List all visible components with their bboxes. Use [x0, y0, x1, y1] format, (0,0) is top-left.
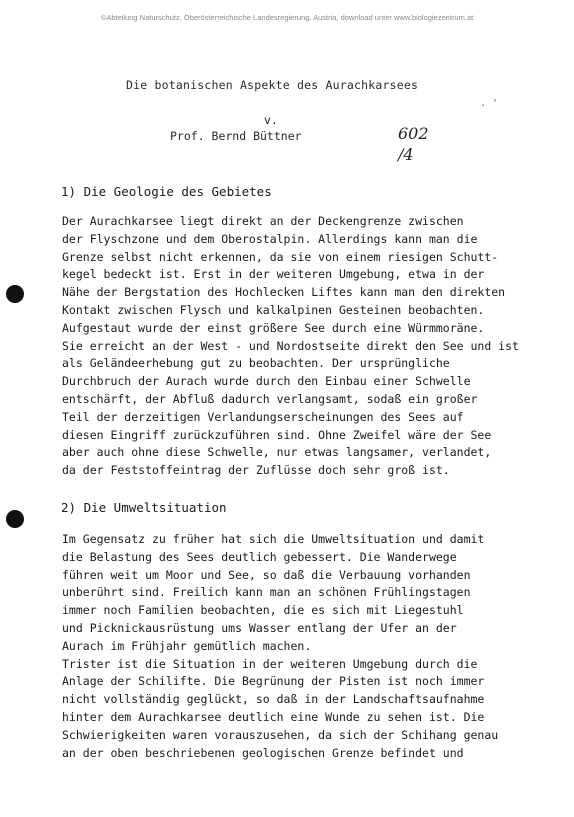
text-line: diesen Eingriff zurückzuführen sind. Ohne Zweifel wäre der See — [62, 427, 492, 442]
author-name: Prof. Bernd Büttner — [170, 129, 302, 143]
text-line: hinter dem Aurachkarsee deutlich eine Wunde zu sehen ist. Die — [62, 709, 485, 724]
text-line: da der Feststoffeintrag der Zuflüsse doch sehr groß ist. — [62, 463, 450, 478]
section-heading-environment: 2) Die Umweltsituation — [61, 500, 227, 515]
punch-hole — [6, 510, 24, 528]
text-line: Aurach im Frühjahr gemütlich machen. — [62, 638, 312, 653]
punch-hole — [6, 285, 24, 303]
text-line: Grenze selbst nicht erkennen, da sie von einem riesigen Schutt- — [62, 249, 499, 264]
text-line: Anlage der Schilifte. Die Begrünung der Pisten ist noch immer — [62, 674, 485, 689]
text-line: Schwierigkeiten waren vorauszusehen, da sich der Schihang genau — [62, 727, 499, 742]
text-line: Sie erreicht an der West - und Nordostseite direkt den See und ist — [62, 338, 519, 353]
text-line: unberührt sind. Freilich kann man an schönen Frühlingstagen — [62, 585, 471, 600]
handwritten-number: 602 — [398, 124, 429, 143]
handwritten-mark: /4 — [398, 145, 414, 164]
section-body-geology — [62, 213, 532, 480]
text-line: immer noch Familien beobachten, die es sich mit Liegestuhl — [62, 603, 464, 618]
text-line: Im Gegensatz zu früher hat sich die Umweltsituation und damit — [62, 532, 485, 546]
text-line: und Picknickausrüstung ums Wasser entlang der Ufer an der — [62, 620, 457, 635]
text-line: nicht vollständig geglückt, so daß in der Landschaftsaufnahme — [62, 692, 485, 707]
text-line: Durchbruch der Aurach wurde durch den Einbau einer Schwelle — [62, 374, 471, 389]
text-line: Trister ist die Situation in der weiteren Umgebung durch die — [62, 656, 478, 671]
text-line: Der Aurachkarsee liegt direkt an der Deckengrenze zwischen — [62, 214, 464, 228]
text-line: Teil der derzeitigen Verlandungserscheinungen des Sees auf — [62, 409, 464, 424]
text-line: an der oben beschriebenen geologischen Grenze befindet und — [62, 745, 464, 760]
scan-specks: . ' — [480, 98, 499, 109]
text-line: Aufgestaut wurde der einst größere See durch eine Würmmoräne. — [62, 320, 485, 335]
text-line: Nähe der Bergstation des Hochlecken Liftes kann man den direkten — [62, 285, 506, 300]
section-heading-geology: 1) Die Geologie des Gebietes — [61, 184, 272, 199]
text-line: kegel bedeckt ist. Erst in der weiteren Umgebung, etwa in der — [62, 267, 485, 282]
text-line: führen weit um Moor und See, so daß die Verbauung vorhanden — [62, 567, 471, 582]
copyright-watermark: ©Abteilung Naturschutz, Oberösterreichische Landesregierung, Austria, download unter www.biologiezentrum.at — [100, 13, 474, 22]
text-line: die Belastung des Sees deutlich gebessert. Die Wanderwege — [62, 549, 457, 564]
text-line: Kontakt zwischen Flysch und kalkalpinen Gesteinen beobachten. — [62, 302, 485, 317]
document-title: Die botanischen Aspekte des Aurachkarsees — [126, 78, 419, 92]
section-body-environment — [62, 531, 532, 762]
text-line: der Flyschzone und dem Oberostalpin. Allerdings kann man die — [62, 231, 478, 246]
text-line: entschärft, der Abfluß dadurch verlangsamt, sodaß ein großer — [62, 391, 478, 406]
text-line: aber auch ohne diese Schwelle, nur etwas langsamer, verlandet, — [62, 445, 492, 460]
text-line: als Geländeerhebung gut zu beobachten. Der ursprüngliche — [62, 356, 450, 371]
author-prefix: v. — [264, 113, 278, 127]
